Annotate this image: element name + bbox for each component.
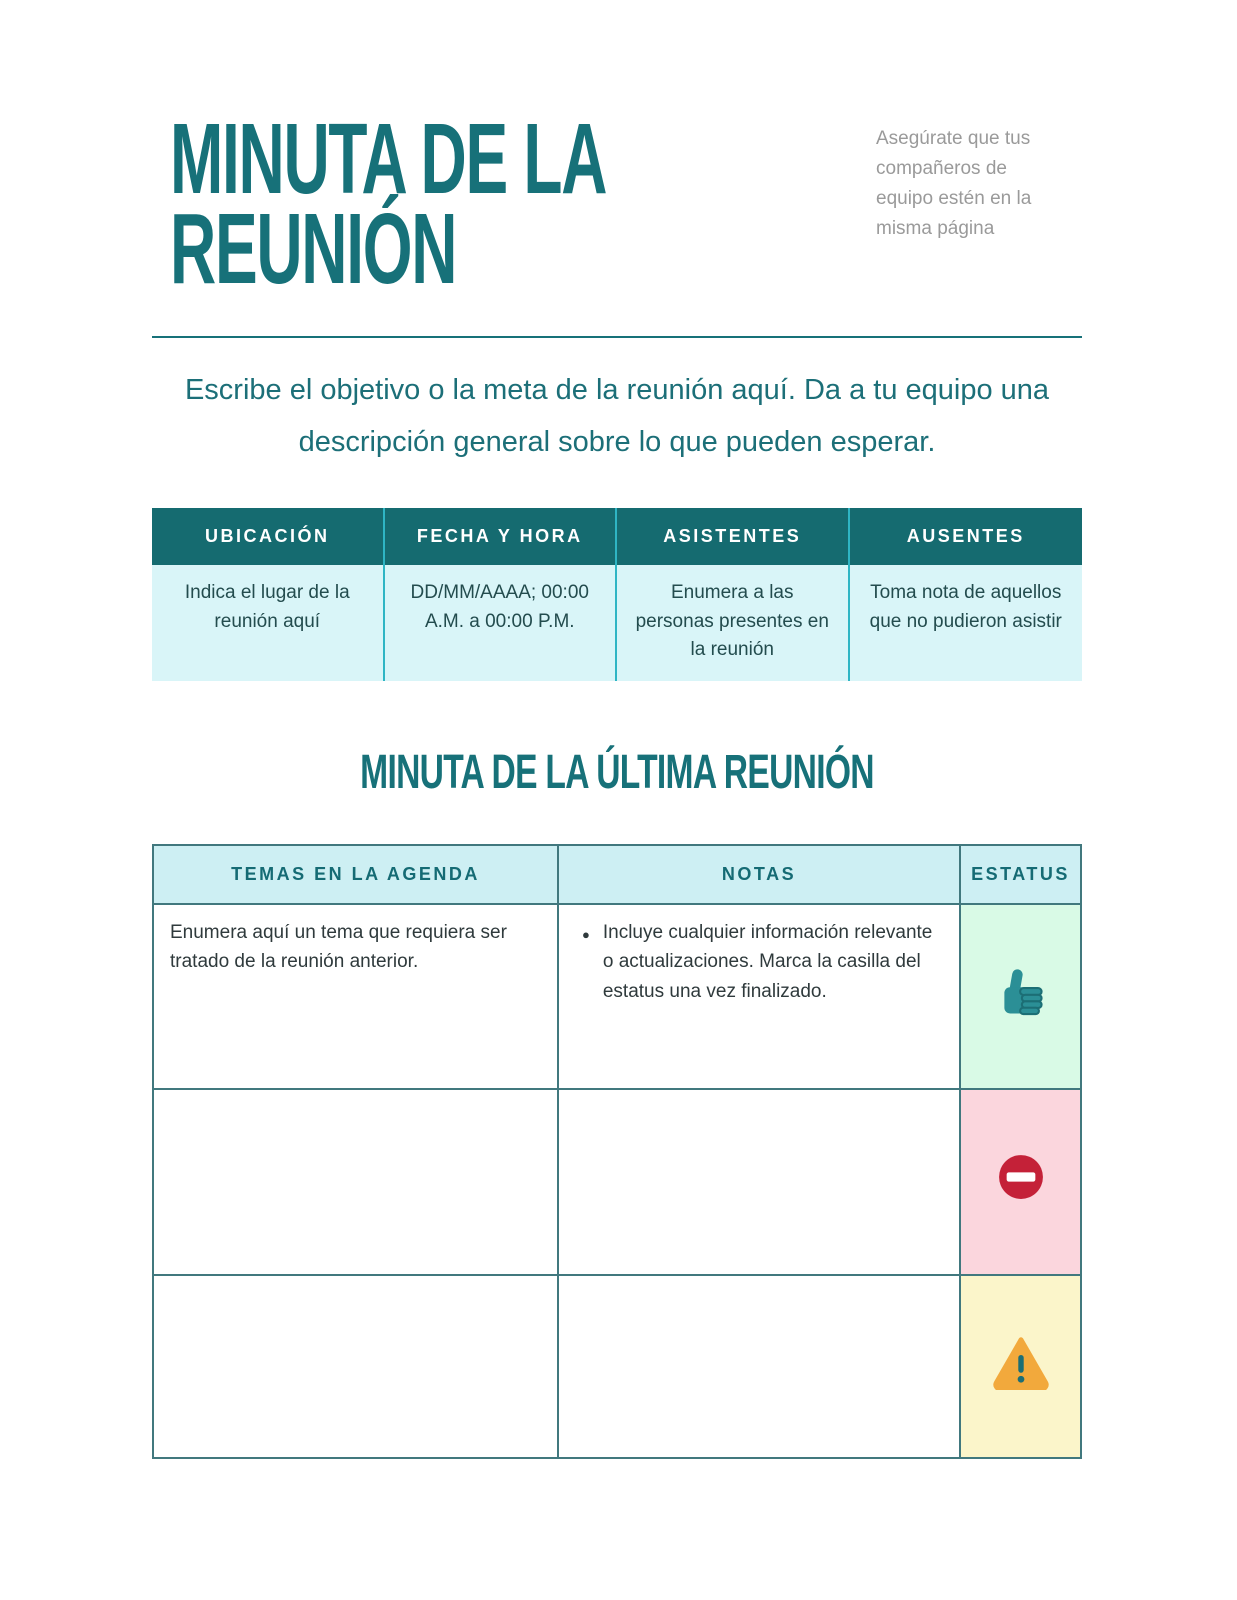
notes-cell	[559, 905, 961, 1088]
thumbs-up-icon	[993, 964, 1049, 1029]
agenda-topic-cell	[154, 1090, 559, 1274]
notes-cell	[559, 1276, 961, 1457]
warning-icon	[991, 1334, 1051, 1399]
header-temas-en-la-agenda: TEMAS EN LA AGENDA	[154, 846, 559, 903]
status-cell	[961, 1276, 1080, 1457]
status-cell	[961, 905, 1080, 1088]
note-bullet-item	[575, 918, 943, 1006]
side-note: Asegúrate que tus compañeros de equipo estén en la misma página	[876, 128, 1032, 240]
last-meeting-minutes-table	[152, 844, 1082, 1459]
header-ubicacion: UBICACIÓN	[152, 508, 385, 565]
meeting-info-header-row	[152, 508, 1082, 565]
note-text: Incluye cualquier información relevante o actualizaciones. Marca la casilla del estatus una vez finalizado.	[602, 921, 933, 1002]
status-cell	[961, 1090, 1080, 1274]
meeting-info-body-row	[152, 565, 1082, 681]
header-ausentes: AUSENTES	[906, 526, 1025, 547]
page-title	[170, 103, 607, 305]
header-estatus: ESTATUS	[971, 863, 1070, 884]
header-notas: NOTAS	[559, 846, 961, 903]
table-row	[154, 1088, 1080, 1274]
cell-ubicacion: Indica el lugar de la reunión aquí	[152, 565, 385, 681]
cell-ausentes: Toma nota de aquellos que no pudieron asistir	[869, 582, 1062, 632]
page-title-line1: MINUTA DE LA	[170, 103, 607, 215]
table-row	[154, 903, 1080, 1088]
page-content	[152, 0, 1082, 1459]
title-divider	[152, 336, 1082, 338]
agenda-topic-cell	[154, 1276, 559, 1457]
notes-cell	[559, 1090, 961, 1274]
document-header	[152, 103, 1082, 336]
header-fecha-y-hora: FECHA Y HORA	[385, 508, 618, 565]
meeting-objective-text: Escribe el objetivo o la meta de la reunión aquí. Da a tu equipo una descripción general sobre lo que pueden esperar.	[184, 374, 1050, 459]
page-title-line2: REUNIÓN	[170, 193, 457, 305]
table-row	[154, 1274, 1080, 1457]
meeting-info-table	[152, 508, 1082, 681]
cell-fecha-y-hora: DD/MM/AAAA; 00:00 A.M. a 00:00 P.M.	[385, 565, 618, 681]
section-title: MINUTA DE LA ÚLTIMA REUNIÓN	[360, 745, 874, 799]
header-asistentes: ASISTENTES	[617, 508, 850, 565]
cell-asistentes: Enumera a las personas presentes en la reunión	[617, 565, 850, 681]
no-entry-icon	[994, 1150, 1048, 1213]
agenda-topic-cell: Enumera aquí un tema que requiera ser tratado de la reunión anterior.	[154, 905, 559, 1088]
bullet-icon: ●	[582, 926, 590, 942]
minutes-header-row	[154, 846, 1080, 903]
